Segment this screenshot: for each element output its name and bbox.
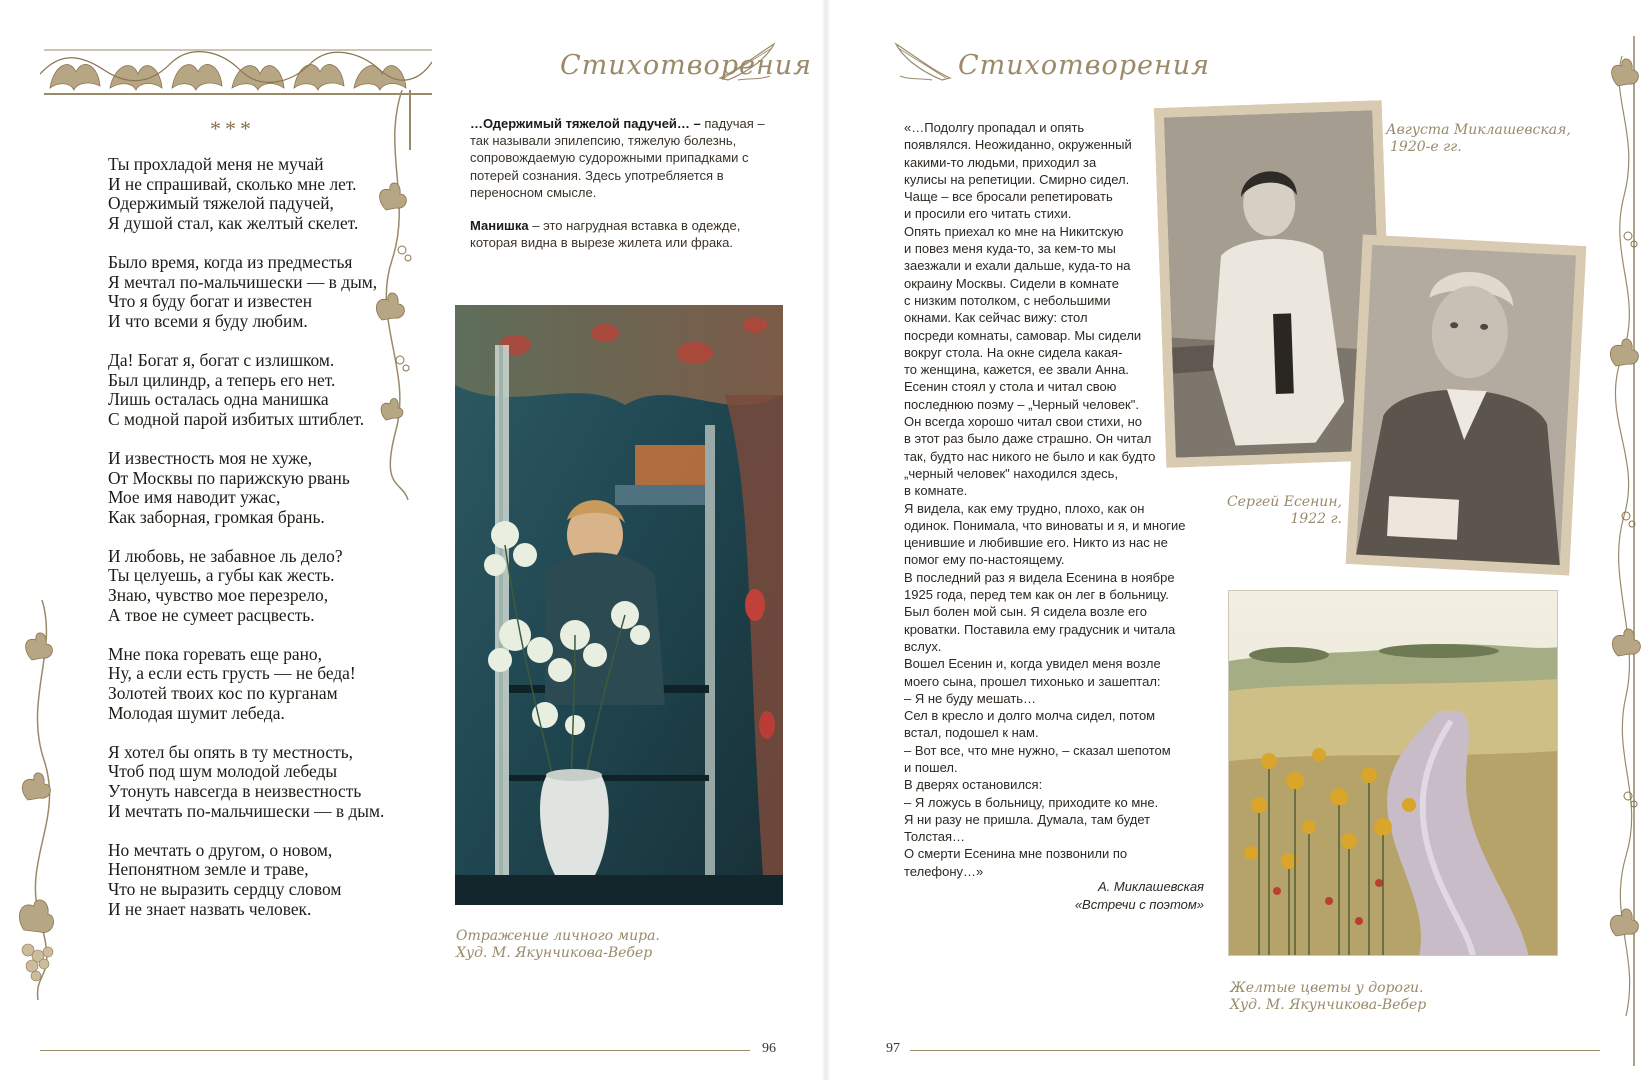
note-text: падучая – так называли эпилепсию, тяжелую болезнь, сопровождаемую судорожными припадками с потерей сознания. Здесь употребляется в переносном смысле.: [470, 116, 765, 200]
memoir-line: Чаще – все бросали репетировать: [904, 189, 1113, 205]
vine-border-top-left: [40, 44, 432, 100]
memoir-line: в комнате.: [904, 483, 968, 499]
memoir-line: Есенин стоял у стола и читал свою: [904, 379, 1117, 395]
memoir-line: какими-то людьми, приходил за: [904, 154, 1097, 170]
memoir-line: последнюю поэму – „Черный человек".: [904, 396, 1139, 412]
poem-line: Чтоб под шум молодой лебеды: [108, 761, 338, 782]
caption-line: Желтые цветы у дороги.: [1230, 980, 1424, 996]
poem-line: Да! Богат я, богат с излишком.: [108, 349, 335, 370]
poem-line: Я хотел бы опять в ту местность,: [108, 741, 354, 762]
memoir-line: вслух.: [904, 638, 942, 654]
stanza: [108, 155, 418, 233]
painting-window-reflection: [455, 305, 783, 905]
page-number-left: 96: [762, 1041, 776, 1056]
poem-line: Было время, когда из предместья: [108, 251, 353, 272]
memoir-source: [960, 878, 1204, 914]
memoir-line: „черный человек" находился здесь,: [904, 465, 1119, 481]
stanza: [108, 645, 418, 723]
caption-line: Худ. М. Якунчикова-Вебер: [456, 944, 653, 961]
poem-line: И что всеми я буду любим.: [108, 310, 308, 331]
photo-man-caption: [1174, 494, 1342, 527]
memoir-line: О смерти Есенина мне позвонили по: [904, 846, 1128, 862]
stanza: [108, 547, 418, 625]
caption-line: Сергей Есенин,: [1226, 494, 1342, 510]
poem-line: От Москвы по парижскую рвань: [108, 467, 350, 488]
memoir-line: помог ему по-настоящему.: [904, 552, 1065, 568]
memoir-line: Был болен мой сын. Я сидела возле его: [904, 604, 1147, 620]
stanza: [108, 841, 418, 919]
memoir-line: Я ни разу не пришла. Думала, там будет: [904, 811, 1151, 827]
poem-line: А твое не сумеет расцвесть.: [108, 604, 315, 625]
stanza: [108, 449, 418, 527]
folio-rule-right: [910, 1050, 1600, 1051]
poem-line: Молодая шумит лебеда.: [108, 702, 285, 723]
memoir-line: Я видела, как ему трудно, плохо, как он: [904, 500, 1145, 516]
memoir-line: телефону…»: [904, 863, 984, 879]
photo-man-image: [1346, 234, 1587, 575]
memoir-line: «…Подолгу пропадал и опять: [904, 120, 1085, 135]
memoir-line: моего сына, прошел тихонько и зашептал:: [904, 673, 1161, 689]
poem-asterisks: ***: [210, 116, 255, 141]
painting-right-caption: [1230, 980, 1426, 1013]
memoir-line: то женщина, кажется, ее звали Анна.: [904, 362, 1129, 378]
memoir-line: Сел в кресло и долго молча сидел, потом: [904, 708, 1156, 724]
painting-flowers-image: [1229, 591, 1558, 956]
poem-line: Золотей твоих кос по курганам: [108, 683, 338, 704]
memoir-line: – Вот все, что мне нужно, – сказал шепотом: [904, 742, 1171, 758]
memoir-line: В последний раз я видела Есенина в ноябре: [904, 569, 1175, 585]
poem-line: Одержимый тяжелой падучей,: [108, 193, 334, 214]
poem-line: Утонуть навсегда в неизвестность: [108, 781, 362, 801]
memoir-line: окнами. Как сейчас вижу: стол: [904, 310, 1088, 326]
poem-line: И любовь, не забавное ль дело?: [108, 545, 343, 566]
poem-line: И известность моя не хуже,: [108, 447, 313, 468]
running-head-left: Стихотворения: [560, 50, 813, 81]
poem-line: Непонятном земле и траве,: [108, 859, 309, 880]
poem-line: С модной парой избитых штиблет.: [108, 408, 365, 429]
memoir-line: вокруг стола. На окне сидела какая-: [904, 344, 1123, 360]
poem-line: Мне пока горевать еще рано,: [108, 643, 322, 664]
note-term: Манишка: [470, 218, 529, 234]
memoir-line: ценившие и любившие его. Никто из нас не: [904, 535, 1168, 551]
memoir-line: Вошел Есенин и, когда увидел меня возле: [904, 656, 1161, 672]
memoir-line: 1925 года, перед тем как он лег в больницу.: [904, 587, 1169, 603]
poem-line: Но мечтать о другом, о новом,: [108, 839, 333, 860]
note-padushchaya: [470, 115, 766, 201]
memoir-line: Он всегда хорошо читал свои стихи, но: [904, 414, 1143, 430]
note-text: – это нагрудная вставка в одежде, которая видна в вырезе жилета или фрака.: [470, 218, 741, 251]
poem-line: И мечтать по-мальчишески — в дым.: [108, 800, 385, 821]
quill-icon-left: [718, 40, 778, 84]
memoir-line: одинок. Понимала, что виноваты и я, и многие: [904, 517, 1186, 533]
poem-line: Лишь осталась одна манишка: [108, 389, 329, 410]
vine-border-right: [1604, 36, 1652, 1066]
memoir-line: так, будто нас никого не было и как будто: [904, 448, 1156, 464]
right-page: [826, 0, 1652, 1080]
note-manishka: [470, 217, 766, 251]
memoir-line: заезжали и ехали дальше, куда-то на: [904, 258, 1131, 274]
memoir-line: В дверях остановился:: [904, 777, 1043, 793]
vine-border-bottom-left: [14, 600, 62, 1000]
poem-line: И не знает назвать человек.: [108, 898, 312, 919]
glossary-notes: [470, 115, 766, 267]
poem-line: Что я буду богат и известен: [108, 291, 313, 312]
memoir-line: и пошел.: [904, 759, 958, 775]
memoir-line: кулисы на репетиции. Смирно сидел.: [904, 171, 1130, 187]
stanza: [108, 351, 418, 429]
caption-line: 1920-е гг.: [1390, 138, 1462, 155]
poem-line: Ты целуешь, а губы как жесть.: [108, 565, 335, 586]
memoir-line: кроватки. Поставила ему градусник и читала: [904, 621, 1176, 637]
memoir-line: посреди комнаты, самовар. Мы сидели: [904, 327, 1142, 343]
stanza: [108, 743, 418, 821]
memoir-line: с низким потолком, с небольшими: [904, 292, 1111, 308]
photo-esenin: [1346, 234, 1587, 575]
poem-line: Как заборная, громкая брань.: [108, 506, 325, 527]
memoir-line: – Я ложусь в больницу, приходите ко мне.: [904, 794, 1159, 810]
memoir-line: и просили его читать стихи.: [904, 206, 1072, 222]
photo-woman-caption: [1386, 122, 1594, 155]
poem-line: Был цилиндр, а теперь его нет.: [108, 369, 336, 390]
memoir-line: встал, подошел к нам.: [904, 725, 1039, 741]
memoir-line: и повез меня куда-то, за кем-то мы: [904, 241, 1116, 257]
poem-line: Знаю, чувство мое перезрело,: [108, 585, 329, 606]
memoir-line: появлялся. Неожиданно, окруженный: [904, 137, 1132, 153]
poem-line: Я мечтал по-мальчишески — в дым,: [108, 271, 378, 292]
painting-window-image: [455, 305, 783, 905]
caption-line: Августа Миклашевская,: [1386, 122, 1571, 138]
painting-yellow-flowers: [1228, 590, 1558, 956]
poem-line: Мое имя наводит ужас,: [108, 487, 281, 508]
poem-line: Ну, а если есть грусть — не беда!: [108, 663, 356, 684]
memoir-author: А. Миклашевская: [1098, 879, 1204, 894]
caption-line: Отражение личного мира.: [456, 928, 660, 944]
page-number-right: 97: [886, 1041, 900, 1056]
caption-line: 1922 г.: [1290, 510, 1342, 527]
poem-line: Я душой стал, как желтый скелет.: [108, 212, 359, 233]
memoir-line: окраину Москвы. Сидели в комнате: [904, 275, 1119, 291]
stanza: [108, 253, 418, 331]
poem-line: Что не выразить сердцу словом: [108, 878, 342, 899]
note-term: …Одержимый тяжелой падучей… –: [470, 116, 701, 131]
memoir-line: Толстая…: [904, 829, 966, 845]
memoir-line: в этот раз было даже страшно. Он читал: [904, 431, 1152, 447]
painting-left-caption: [456, 928, 660, 961]
folio-rule-left: [40, 1050, 750, 1051]
poem-line: Ты прохладой меня не мучай: [108, 154, 324, 174]
poem-text: [108, 155, 418, 939]
quill-icon-right: [892, 40, 952, 84]
memoir-line: – Я не буду мешать…: [904, 690, 1037, 706]
memoir-book: «Встречи с поэтом»: [1074, 897, 1204, 912]
poem-line: И не спрашивай, сколько мне лет.: [108, 173, 357, 194]
caption-line: Худ. М. Якунчикова-Вебер: [1230, 996, 1427, 1013]
running-head-right: Стихотворения: [958, 50, 1211, 81]
memoir-line: Опять приехал ко мне на Никитскую: [904, 223, 1124, 239]
